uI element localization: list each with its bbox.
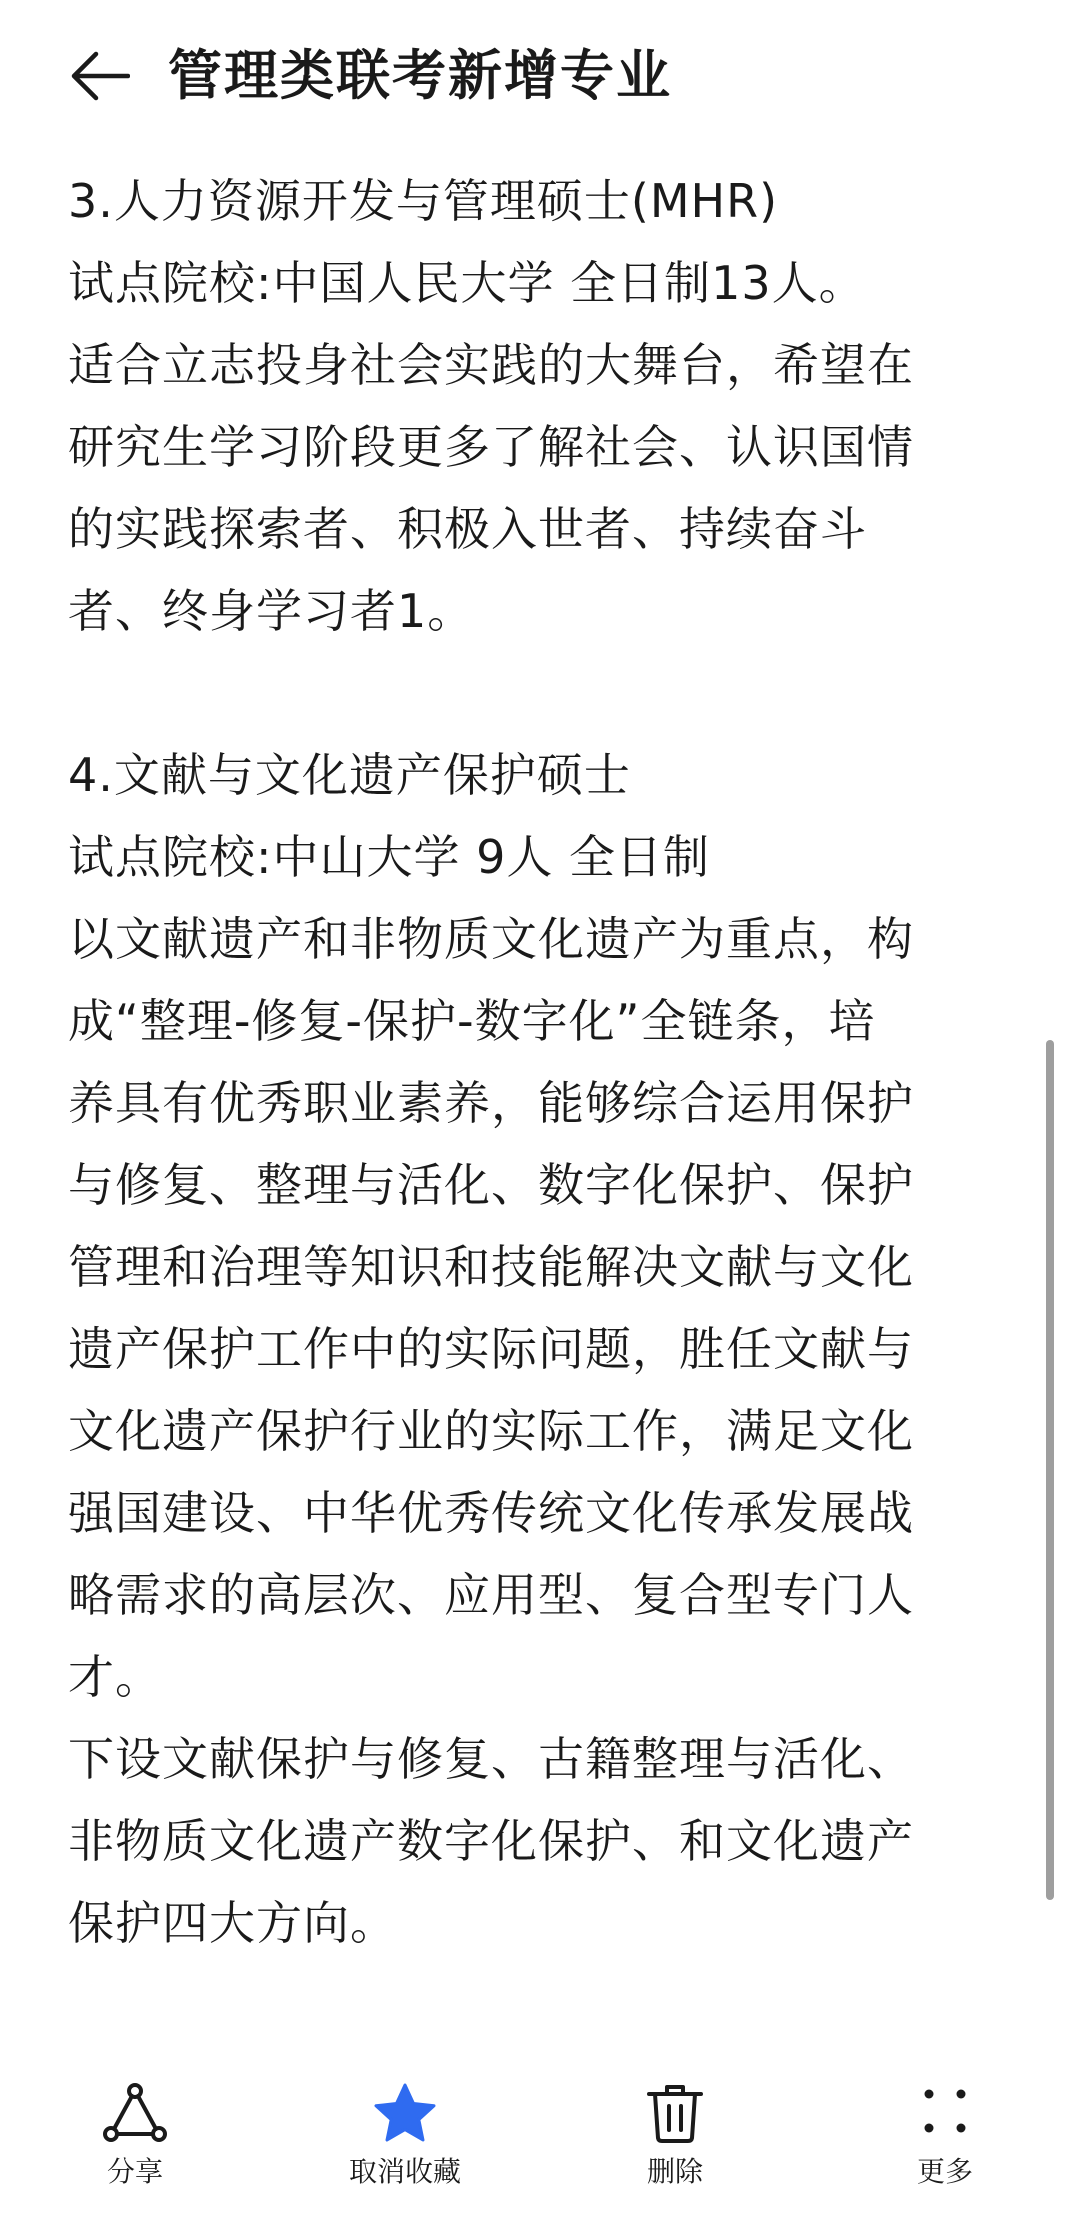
content-line: 略需求的高层次、应用型、复合型专门人 bbox=[68, 1568, 914, 1622]
page-title: 管理类联考新增专业 bbox=[168, 44, 672, 107]
content-line: 试点院校:中国人民大学 全日制13人。 bbox=[68, 256, 866, 310]
back-arrow-icon bbox=[70, 50, 130, 102]
header-bar bbox=[0, 0, 1080, 150]
content-line: 成“整理-修复-保护-数字化”全链条，培 bbox=[68, 994, 876, 1048]
blank-line bbox=[68, 652, 1008, 734]
content-line: 文化遗产保护行业的实际工作，满足文化 bbox=[68, 1404, 914, 1458]
content-line: 者、终身学习者1。 bbox=[68, 584, 475, 638]
unfavorite-button[interactable] bbox=[270, 2080, 540, 2217]
content-line: 养具有优秀职业素养，能够综合运用保护 bbox=[68, 1076, 914, 1130]
more-button[interactable] bbox=[810, 2080, 1080, 2217]
content-line: 3.人力资源开发与管理硕士(MHR) bbox=[68, 174, 779, 228]
content-line: 非物质文化遗产数字化保护、和文化遗产 bbox=[68, 1814, 914, 1868]
content-line: 管理和治理等知识和技能解决文献与文化 bbox=[68, 1240, 914, 1294]
content-line: 才。 bbox=[68, 1650, 162, 1704]
content-line: 与修复、整理与活化、数字化保护、保护 bbox=[68, 1158, 914, 1212]
delete-button[interactable] bbox=[540, 2080, 810, 2217]
scrollbar[interactable] bbox=[1046, 1040, 1054, 1900]
star-icon bbox=[369, 2080, 441, 2146]
content-line: 遗产保护工作中的实际问题，胜任文献与 bbox=[68, 1322, 914, 1376]
content-line: 试点院校:中山大学 9人 全日制 bbox=[68, 830, 711, 884]
content-line: 保护四大方向。 bbox=[68, 1896, 397, 1950]
more-dots-icon bbox=[909, 2080, 981, 2146]
share-label: 分享 bbox=[106, 2155, 163, 2188]
delete-label: 删除 bbox=[646, 2155, 703, 2188]
unfavorite-label: 取消收藏 bbox=[348, 2155, 461, 2188]
bottom-toolbar bbox=[0, 2080, 1080, 2217]
back-button[interactable] bbox=[64, 44, 136, 108]
content-line: 研究生学习阶段更多了解社会、认识国情 bbox=[68, 420, 914, 474]
share-button[interactable] bbox=[0, 2080, 270, 2217]
content-line: 4.文献与文化遗产保护硕士 bbox=[68, 748, 631, 802]
trash-icon bbox=[639, 2080, 711, 2146]
content-line: 适合立志投身社会实践的大舞台，希望在 bbox=[68, 338, 914, 392]
more-label: 更多 bbox=[916, 2155, 973, 2188]
share-icon bbox=[99, 2080, 171, 2146]
content-line: 的实践探索者、积极入世者、持续奋斗 bbox=[68, 502, 867, 556]
content-line: 以文献遗产和非物质文化遗产为重点，构 bbox=[68, 912, 914, 966]
note-content[interactable] bbox=[68, 160, 1008, 1990]
content-line: 下设文献保护与修复、古籍整理与活化、 bbox=[68, 1732, 914, 1786]
content-line: 强国建设、中华优秀传统文化传承发展战 bbox=[68, 1486, 914, 1540]
